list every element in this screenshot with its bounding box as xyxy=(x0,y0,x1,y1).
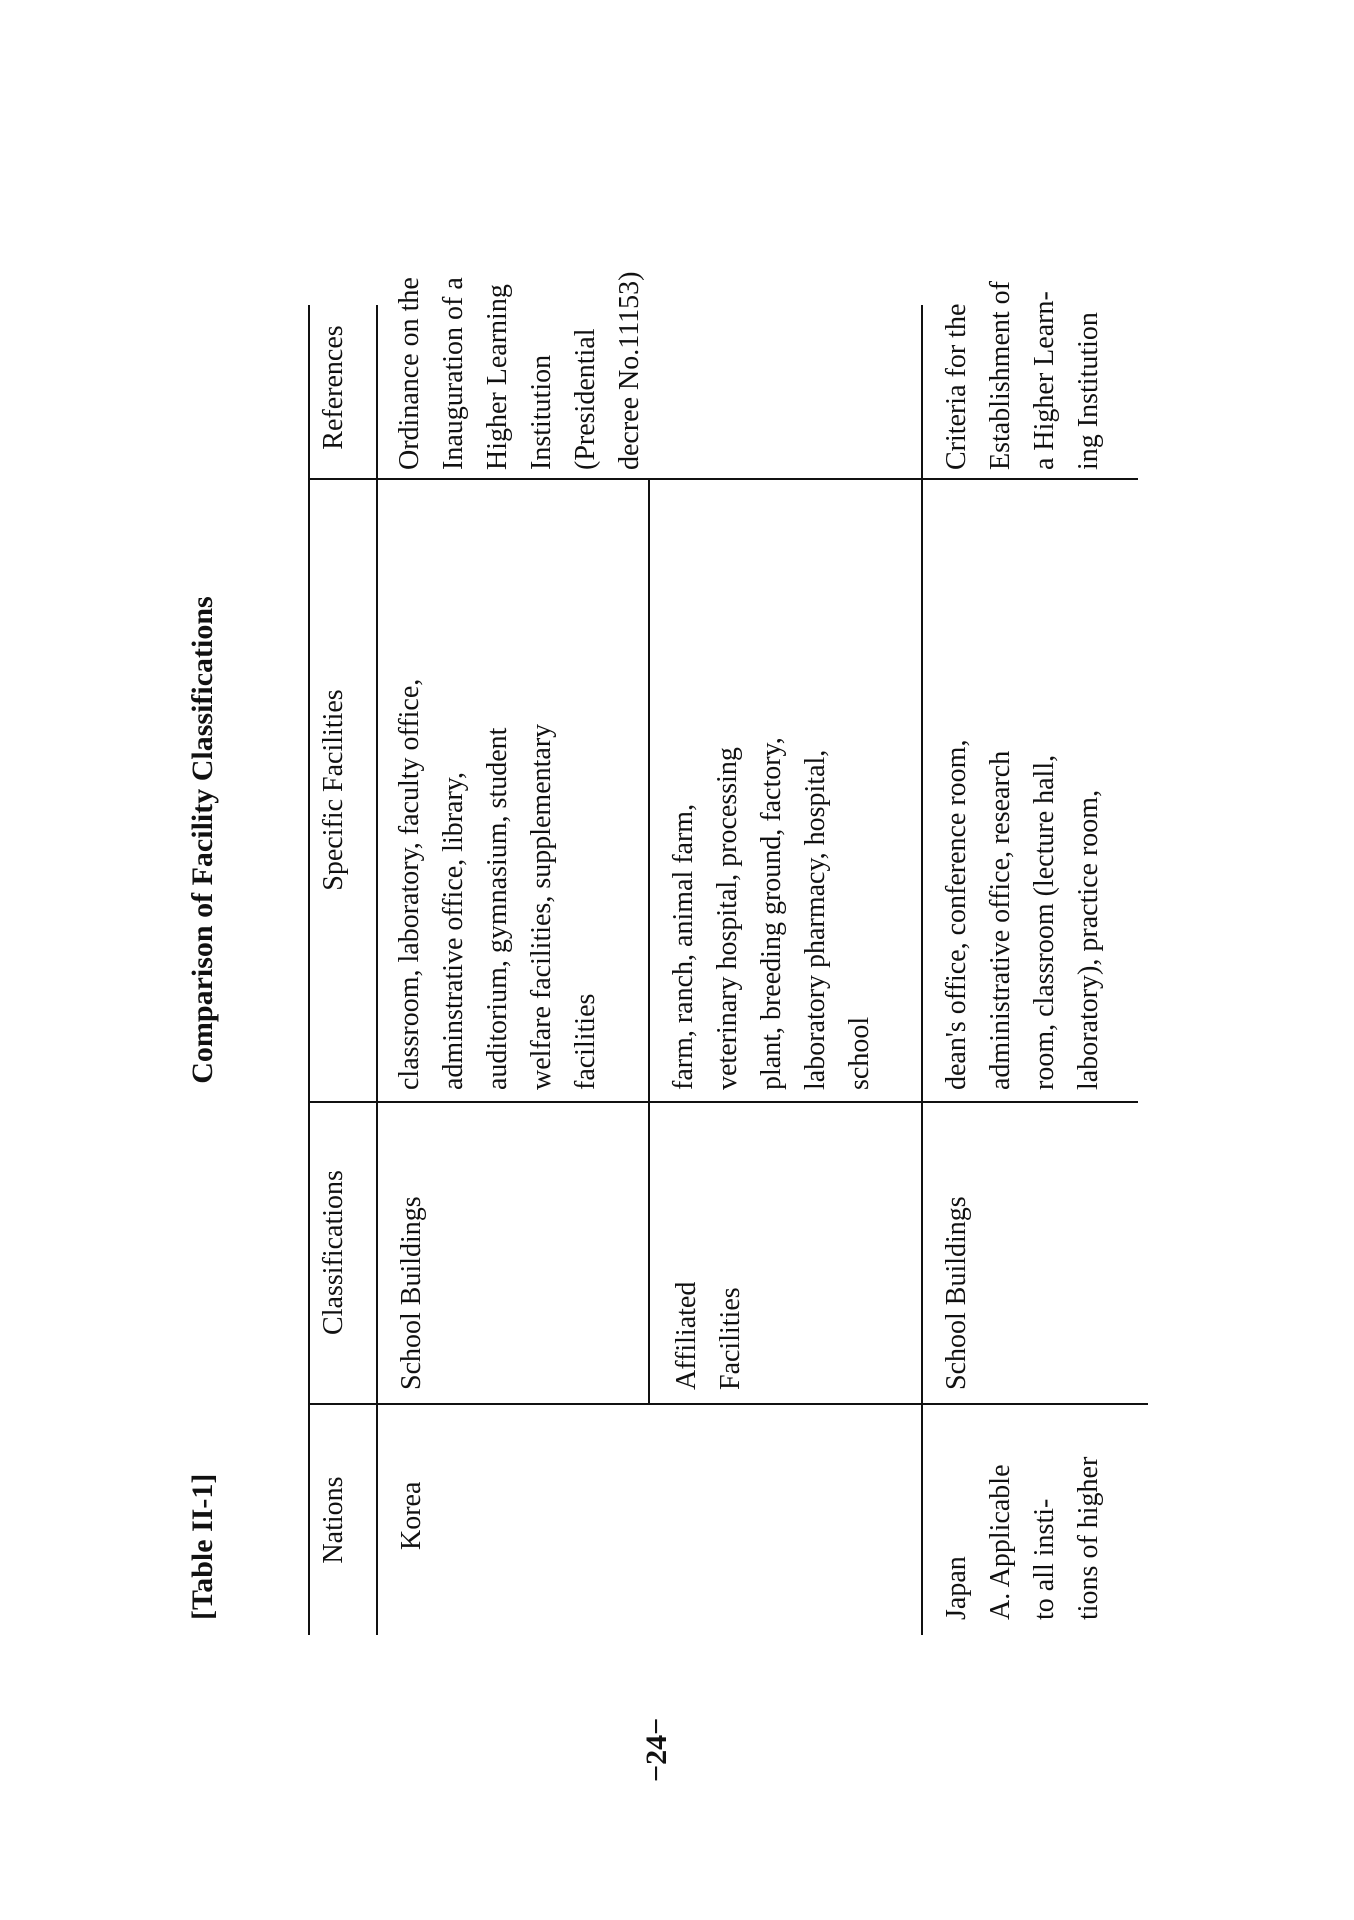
japan-school-buildings-classification: School Buildings xyxy=(941,1196,972,1390)
table-label: [Table II-1] xyxy=(186,1473,219,1620)
japan-reference: Criteria for the Establishment of a Higher Learn- ing Institution xyxy=(941,281,1104,470)
page-number: −24− xyxy=(640,1717,673,1782)
korea-school-buildings-facilities: classroom, laboratory, faculty office, adminstrative office, library, auditorium, gymnasium, student welfare facilities, supplementary facilities xyxy=(394,678,601,1090)
nation-divider xyxy=(921,305,923,1635)
korea-reference: Ordinance on the Inauguration of a Higher Learning Institution (Presidential decree No.11153) xyxy=(394,271,645,470)
header-divider xyxy=(376,305,378,1635)
col-divider-facilities xyxy=(308,478,1138,480)
header-references: References xyxy=(318,325,349,450)
header-nations: Nations xyxy=(318,1476,349,1564)
korea-affiliated-facilities: farm, ranch, animal farm, veterinary hospital, processing plant, breeding ground, factory, laboratory pharmacy, hospital, school xyxy=(668,737,875,1090)
korea-nation: Korea xyxy=(396,1481,427,1550)
korea-affiliated-divider xyxy=(648,480,650,1405)
header-specific-facilities: Specific Facilities xyxy=(318,689,349,891)
japan-nation: Japan A. Applicable to all insti- tions of higher xyxy=(941,1456,1104,1620)
korea-school-buildings-classification: School Buildings xyxy=(396,1196,427,1390)
header-classifications: Classifications xyxy=(318,1170,349,1335)
korea-affiliated-classification: Affiliated Facilities xyxy=(671,1281,746,1390)
col-divider-nations xyxy=(308,1403,1148,1405)
table-title: Comparison of Facility Classifications xyxy=(186,596,219,1084)
japan-school-buildings-facilities: dean's office, conference room, administrative office, research room, classroom (lecture hall, laboratory), practice room, xyxy=(941,739,1104,1090)
col-divider-classifications xyxy=(308,1101,1138,1103)
table-top-border xyxy=(308,305,310,1635)
